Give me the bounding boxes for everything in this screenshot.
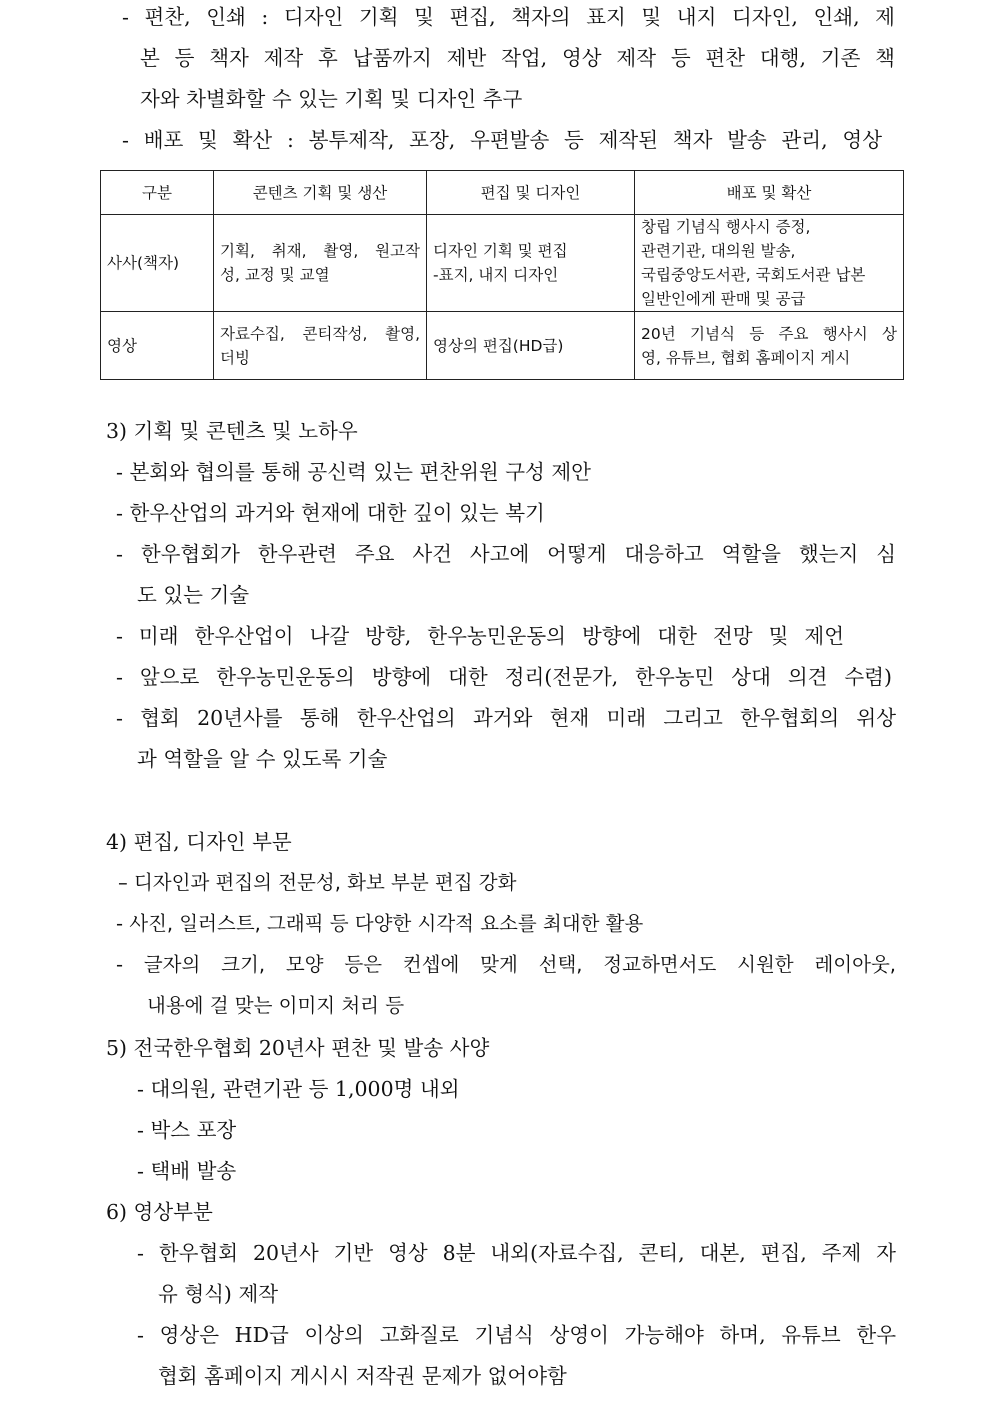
section3-heading: 3) 기획 및 콘텐츠 및 노하우 [106,419,358,443]
section3-line: - 앞으로 한우농민운동의 방향에 대한 정리(전문가, 한우농민 상대 의견 수렴) [116,665,892,689]
row-category: 영상 [101,312,214,380]
section4-heading: 4) 편집, 디자인 부문 [106,830,292,854]
section6-line: - 한우협회 20년사 기반 영상 8분 내외(자료수집, 콘티, 대본, 편집, 주제 자 [137,1241,896,1265]
section5-line: - 대의원, 관련기관 등 1,000명 내외 [137,1077,460,1101]
header-editing: 편집 및 디자인 [427,171,635,215]
cell-line: 영, 유튜브, 협회 홈페이지 게시 [641,348,851,367]
section6-line: 협회 홈페이지 게시시 저작권 문제가 없어야함 [158,1364,567,1388]
header-content: 콘텐츠 기획 및 생산 [214,171,427,215]
bullet-publication: - 편찬, 인쇄 : 디자인 기획 및 편집, 책자의 표지 및 내지 디자인, 인쇄, 제 [122,5,895,29]
section5-line: - 박스 포장 [137,1118,237,1142]
cell-line: 기획, 취재, 촬영, 원고작 [220,242,420,260]
section3-line: - 협회 20년사를 통해 한우산업의 과거와 현재 미래 그리고 한우협회의 위상 [116,706,896,730]
cell-line: 영상의 편집(HD급) [433,336,564,355]
section3-line: - 한우협회가 한우관련 주요 사건 사고에 어떻게 대응하고 역할을 했는지 심 [116,542,896,566]
section6-line: - 영상은 HD급 이상의 고화질로 기념식 상영이 가능해야 하며, 유튜브 한우 [137,1323,896,1347]
section3-line: - 한우산업의 과거와 현재에 대한 깊이 있는 복기 [116,501,545,525]
cell-line: 관련기관, 대의원 발송, [641,242,796,260]
section6-heading: 6) 영상부분 [106,1200,213,1224]
plan-table [100,170,904,380]
section3-line: 도 있는 기술 [137,583,250,607]
section3-line: - 미래 한우산업이 나갈 방향, 한우농민운동의 방향에 대한 전망 및 제언 [116,624,844,648]
bullet-publication-cont-1: 본 등 책자 제작 후 납품까지 제반 작업, 영상 제작 등 편찬 대행, 기존 책 [140,46,895,70]
table-row [101,215,904,312]
section4-line: - 사진, 일러스트, 그래픽 등 다양한 시각적 요소를 최대한 활용 [116,912,644,935]
bullet-distribution: - 배포 및 확산 : 봉투제작, 포장, 우편발송 등 제작된 책자 발송 관리, 영상 [122,128,882,152]
cell-line: -표지, 내지 디자인 [433,266,559,284]
cell-line: 20년 기념식 등 주요 행사시 상 [641,324,897,343]
cell-line: 더빙 [220,348,250,367]
section4-line: - 글자의 크기, 모양 등은 컨셉에 맞게 선택, 정교하면서도 시원한 레이아웃, [116,953,896,976]
cell-line: 성, 교정 및 교열 [220,266,330,284]
section4-line: 내용에 걸 맞는 이미지 처리 등 [147,994,405,1017]
row-category: 사사(책자) [101,215,214,312]
cell-line: 국립중앙도서관, 국회도서관 납본 [641,266,866,284]
cell-line: 일반인에게 판매 및 공급 [641,290,806,308]
header-category: 구분 [101,171,214,215]
row-content [214,215,427,312]
cell-line: 디자인 기획 및 편집 [433,242,568,260]
cell-line: 창립 기념식 행사시 증정, [641,218,811,236]
row-content [214,312,427,380]
row-editing [427,312,635,380]
row-editing [427,215,635,312]
section3-line: 과 역할을 알 수 있도록 기술 [137,747,388,771]
table-row [101,312,904,380]
section5-line: - 택배 발송 [137,1159,237,1183]
section5-heading: 5) 전국한우협회 20년사 편찬 및 발송 사양 [106,1036,490,1060]
row-distribution [635,312,904,380]
table-header-row [101,171,904,215]
row-distribution [635,215,904,312]
section6-line: 유 형식) 제작 [158,1282,279,1306]
cell-line: 자료수집, 콘티작성, 촬영, [220,324,420,343]
section4-line: – 디자인과 편집의 전문성, 화보 부분 편집 강화 [118,871,517,894]
header-distribution: 배포 및 확산 [635,171,904,215]
bullet-publication-cont-2: 자와 차별화할 수 있는 기획 및 디자인 추구 [140,87,523,111]
section3-line: - 본회와 협의를 통해 공신력 있는 편찬위원 구성 제안 [116,460,591,484]
